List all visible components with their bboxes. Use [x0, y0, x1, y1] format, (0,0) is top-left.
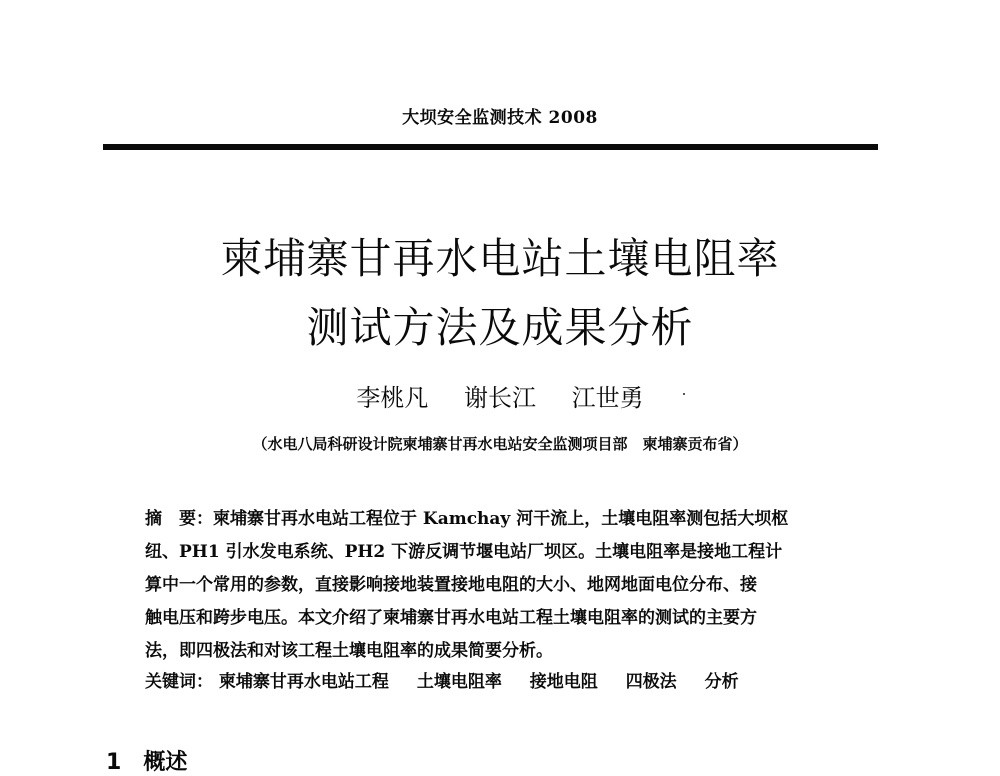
abstract-label: 摘 要：	[145, 509, 213, 529]
keyword: 柬埔寨甘再水电站工程	[218, 672, 389, 692]
header-rule	[103, 144, 878, 150]
title-line-2: 测试方法及成果分析	[306, 303, 694, 352]
keywords-label: 关键词：	[145, 672, 213, 692]
keyword: 分析	[704, 672, 739, 692]
section-heading	[106, 745, 187, 776]
keyword: 四极法	[625, 672, 677, 692]
author-name: 江世勇	[571, 384, 644, 412]
author-name: 谢长江	[464, 384, 536, 412]
abstract-line: 法，即四极法和对该工程土壤电阻率的成果简要分析。	[145, 641, 553, 661]
keyword: 接地电阻	[529, 672, 598, 692]
abstract-text: 柬埔寨甘再水电站工程位于 Kamchay 河干流上，土壤电阻率测包括大坝枢	[213, 509, 789, 529]
keyword: 土壤电阻率	[416, 672, 502, 692]
author-name: 李桃凡	[356, 384, 429, 412]
abstract-line	[145, 503, 880, 536]
abstract-line: 触电压和跨步电压。本文介绍了柬埔寨甘再水电站工程土壤电阻率的测试的主要方	[145, 608, 757, 628]
abstract	[145, 503, 880, 668]
keywords	[145, 667, 880, 692]
abstract-line: 算中一个常用的参数，直接影响接地装置接地电阻的大小、地网地面电位分布、接	[145, 575, 757, 595]
title-line-1: 柬埔寨甘再水电站土壤电阻率	[220, 234, 780, 283]
affiliation: （水电八局科研设计院柬埔寨甘再水电站安全监测项目部 柬埔寨贡布省）	[252, 435, 748, 453]
section-title: 概述	[143, 750, 188, 775]
author-list	[0, 378, 1000, 413]
running-head: 大坝安全监测技术 2008	[402, 108, 598, 128]
scan-speck	[683, 393, 685, 395]
abstract-line: 纽、PH1 引水发电系统、PH2 下游反调节堰电站厂坝区。土壤电阻率是接地工程计	[145, 542, 783, 562]
section-number: 1	[106, 750, 122, 775]
